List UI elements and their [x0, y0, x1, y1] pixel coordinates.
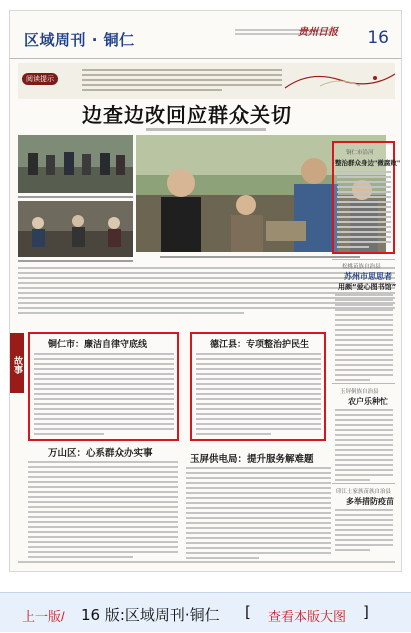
rail-mid-subtitle[interactable]: 用颇“爱心图书馆”	[338, 283, 397, 291]
rail-lower-kicker: 玉屏侗族自治县	[340, 389, 379, 395]
rail-top-title[interactable]: 整治群众身边"微腐败"	[335, 159, 401, 167]
page-footer-info	[18, 561, 395, 563]
photo-caption	[160, 256, 360, 258]
rail-lower-text	[335, 409, 393, 484]
rail-mid-title[interactable]: 苏州市思思者	[344, 272, 392, 281]
page-navigation-bar	[0, 592, 411, 632]
article-wanshan-title[interactable]: 万山区：心系群众办实事	[48, 448, 153, 459]
photo-workshop[interactable]	[18, 201, 133, 257]
rail-lower-title[interactable]: 农户乐种忙	[348, 397, 388, 406]
article-tongren-title[interactable]: 铜仁市：廉洁自律守底线	[48, 340, 148, 350]
rail-divider	[332, 383, 395, 384]
article-yuping-title[interactable]: 玉屏供电局：提升服务解难题	[190, 454, 314, 465]
decorative-flourish-icon	[280, 66, 400, 96]
rail-bottom-kicker: 印江土家族苗族自治县	[336, 489, 392, 495]
view-full-page-link[interactable]: 查看本版大图	[268, 609, 347, 624]
article-dejiang-title[interactable]: 德江县：专项整治护民生	[210, 340, 310, 350]
rail-divider	[332, 483, 395, 484]
stories-banner: 故事	[10, 333, 24, 393]
rail-top-text	[337, 171, 391, 251]
newspaper-page[interactable]	[9, 10, 402, 572]
page-headline[interactable]: 边查边改回应群众关切	[82, 103, 292, 127]
lead-tag: 阅读提示	[22, 73, 58, 85]
section-title: 区域周刊 · 铜仁	[24, 31, 135, 49]
page-masthead	[10, 11, 402, 59]
headline-byline	[146, 128, 266, 131]
rail-mid-kicker: 松桃苗族自治县	[342, 264, 381, 270]
article-tongren-text	[34, 353, 174, 438]
rail-top-kicker: 铜仁市沿河	[346, 150, 374, 156]
page-number: 16	[367, 28, 389, 48]
current-page-title: 16 版:区域周刊·铜仁	[81, 606, 220, 624]
rail-bottom-title[interactable]: 多举措防疫苗	[346, 497, 394, 506]
previous-page-link[interactable]: 上一版/	[22, 609, 65, 624]
article-dejiang-text	[196, 353, 321, 438]
photo-caption	[18, 196, 133, 198]
rail-divider	[332, 259, 395, 260]
lead-text	[82, 69, 282, 94]
rail-bottom-text	[335, 509, 393, 554]
lead-summary[interactable]	[18, 63, 395, 99]
bracket-open: [	[245, 603, 251, 621]
paper-logo: 贵州日报	[298, 27, 338, 38]
article-yuping-text	[186, 467, 331, 562]
photo-caption	[18, 260, 133, 262]
bracket-close: ]	[363, 603, 369, 621]
photo-meeting[interactable]	[18, 135, 133, 193]
rail-mid-text	[335, 294, 393, 384]
article-wanshan-text	[28, 461, 178, 561]
